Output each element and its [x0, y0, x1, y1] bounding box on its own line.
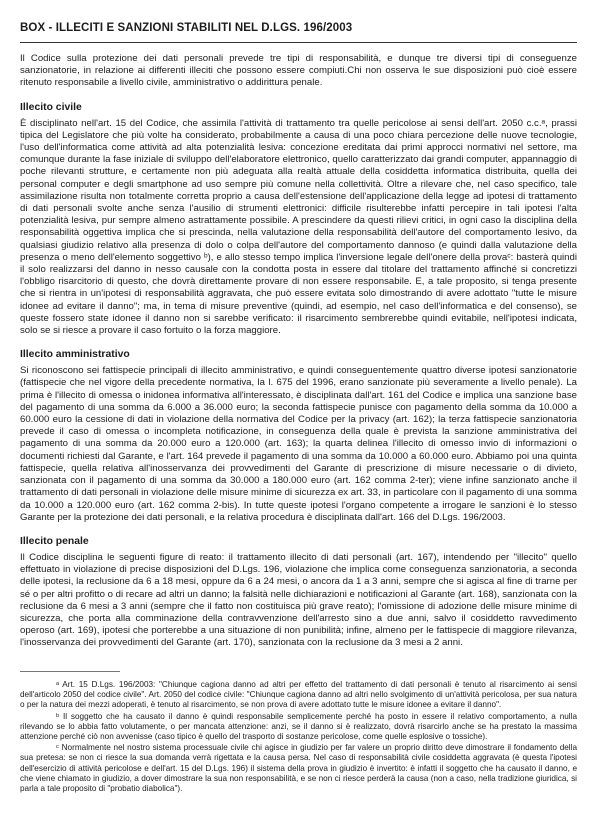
section-amministrativo-heading: Illecito amministrativo: [20, 349, 130, 361]
footnote-a: ᵃ Art. 15 D.Lgs. 196/2003: "Chiunque cagiona danno ad altri per effetto del trattamento di dati personali è tenuto al risarcimento ai sensi dell'articolo 2050 del codice civile". Art. 2050 del codice civile: "Chiunque cagiona danno ad altri nello svolgimento di un'attività pericolosa, per sua natura o per la natura dei mezzi adoperati, è tenuto al risarcimento, se non prova di avere adottato tutte le misure idonee a evitare il danno".: [20, 680, 577, 710]
footnote-b: ᵇ Il soggetto che ha causato il danno è quindi responsabile semplicemente perché ha posto in essere il relativo comportamento, a nulla rilevando se lo abbia fatto volutamente, o per mancata attenzione: anzi, se il danno si è realizzato, dovrà risarcirlo anche se ha prestato la massima attenzione perché ciò non avvenisse (caso tipico è quello del trasporto di sostanze pericolose, come quelle esplosive o tossiche).: [20, 711, 577, 742]
box-title: BOX - ILLECITI E SANZIONI STABILITI NEL D.LGS. 196/2003: [20, 22, 353, 34]
box-page: [20, 20, 577, 650]
section-penale-text: Il Codice disciplina le seguenti figure di reato: il trattamento illecito di dati personali (art. 167), intendendo per "illecito" quello effettuato in violazione di precise disposizioni del D.Lgs. 196, violazione che implica come conseguenza sanzionatoria, a seconda delle ipotesi, la reclusione da 6 a 18 mesi, oppure da 6 a 24 mesi, o ancora da 1 a 3 anni, sempre che si agisca al fine di trarne per sé o per altri profitto o di recare ad altri un danno; la falsità nelle dichiarazioni e notificazioni al Garante (art. 168), sanzionata con la reclusione da 6 mesi a 3 anni (sempre che il fatto non costituisca più grave reato); l'omissione di adozione delle misure minime di sicurezza, che porta alla comminazione della contravvenzione dell'arresto sino a due anni, salvo il cosiddetto ravvedimento operoso (art. 169), ipotesi che porterebbe a una situazione di non punibilità; infine, almeno per le fattispecie di maggiore rilevanza, l'inosservanza dei provvedimenti del Garante (art. 170), sanzionata con la reclusione da 3 mesi a 2 anni.: [20, 551, 577, 649]
footnotes: [20, 680, 577, 795]
section-penale: [20, 535, 577, 650]
intro-paragraph: Il Codice sulla protezione dei dati personali prevede tre tipi di responsabilità, e dunque tre diversi tipi di conseguenze sanzionatorie, in relazione ai differenti illeciti che possono essere compiuti.Chi non osserva le sue disposizioni può cioè essere ritenuto responsabile a livello civile, amministrativo o addirittura penale.: [20, 53, 577, 89]
section-penale-heading: Illecito penale: [20, 535, 89, 547]
section-civile-heading: Illecito civile: [20, 101, 82, 113]
title-rule: [20, 42, 577, 43]
section-civile: [20, 101, 577, 338]
section-civile-text: È disciplinato nell'art. 15 del Codice, che assimila l'attività di trattamento tra quelle pericolose ai sensi dell'art. 2050 c.c.ᵃ, prassi tipica del Legislatore che più volte ha considerato, probabilmente a causa di una poco chiara percezione delle nuove tecnologie, l'uso dell'informatica come attività ad alta potenzialità lesiva: concezione ereditata dai primi approcci normativi nel settore, ma comunque durante la fase iniziale di sviluppo dell'elaboratore elettronico, quello caratterizzato dai grandi computer, appannaggio di poche rilevanti strutture, e certamente non più adeguata alla realtà attuale della cosiddetta informatica distribuita, quella dei personal computer e degli smartphone ad uso sempre più comune nella collettività. Oltre a rilevare che, nel caso specifico, tale assimilazione risulta non totalmente corretta proprio a causa dell'estensione dell'applicazione della legge ad ipotesi di trattamento di dati personali svolte anche senza l'ausilio di strumenti elettronici: difficile risulterebbe infatti percepire in tali ipotesi l'alta potenzialità lesiva, pur sempre almeno astrattamente possibile. A prescindere da questi rilievi critici, in ogni caso la disciplina della responsabilità oggettiva implica che si prescinda, nella valutazione della responsabilità dell'autore del comportamento lesivo, da qualsiasi giudizio relativo alla presenza di dolo o colpa dell'autore del comportamento dannoso (e quindi dalla valutazione della presenza o meno dell'elemento soggettivo ᵇ), e allo stesso tempo implica l'inversione legale dell'onere della provaᶜ: basterà quindi il solo realizzarsi del danno in nesso causale con la condotta posta in essere dal titolare del trattamento affinché si concretizzi l'obbligo risarcitorio di questo, che dovrà direttamente provare di non essere responsabile. E, a tale proposito, si tenga presente che si rientra in un'ipotesi di responsabilità aggravata, che può essere evitata solo dimostrando di avere adottato "tutte le misure idonee ad evitare il danno"; ma, in tema di misure preventive (quindi, ad esempio, nel caso dell'informatica e del consenso), se queste fossero state idonee il danno non si sarebbe verificato: il risarcimento sembrerebbe quindi evitabile, nell'ipotesi indicata, solo se si riesce a provare il caso fortuito o la forza maggiore.: [20, 117, 577, 337]
footnote-c: ᶜ Normalmente nel nostro sistema processuale civile chi agisce in giudizio per far valere un proprio diritto deve dimostrare il fondamento della sua pretesa: se non ci riesce la sua domanda verrà rigettata e la causa persa. Nel caso di responsabilità civile cosiddetta aggravata (è questa l'ipotesi dell'esercizio di attività pericolose e dell'art. 15 del D.Lgs. 196) il sistema della prova in giudizio è invertito: è infatti il soggetto che ha causato il danno, e che viene chiamato in giudizio, a dover dimostrare la sua non responsabilità, e se non ci riesce perderà la causa (non a caso, nella tradizione giuridica, si parla a tale proposito di "probatio diabolica").: [20, 743, 577, 794]
section-amministrativo-text: Si riconoscono sei fattispecie principali di illecito amministrativo, e quindi conseguentemente quattro diverse ipotesi sanzionatorie (fattispecie che nel vigore della precedente normativa, la l. 675 del 1996, erano sanzionate più severamente a livello penale). La prima è l'illecito di omessa o inidonea informativa all'interessato, è disciplinata dall'art. 161 del Codice e implica una sanzione base del pagamento di una somma da 6.000 a 36.000 euro; la seconda fattispecie punisce con pagamento della somma da 10.000 a 60.000 euro la cessione di dati in violazione della normativa del Codice per la privacy (art. 162); la terza fattispecie sanzionatoria prevede il caso di omessa o incompleta notificazione, in conseguenza della quale è prevista la sanzione amministrativa del pagamento di una somma da 20.000 euro a 120.000 (art. 163); la quarta delinea l'illecito di omesso invio di informazioni o documenti richiesti dal Garante, e l'art. 164 prevede il pagamento di una somma da 10.000 a 60.000 euro. Abbiamo poi una quinta fattispecie, quella relativa all'inosservanza dei provvedimenti del Garante di prescrizione di misure necessarie o di divieto, sanzionata con il pagamento di una somma da 30.000 a 180.000 euro (art. 162 comma 2-ter); viene infine sanzionato anche il trattamento di dati personali in violazione delle misure minime di sicurezza ex art. 33, in particolare con il pagamento di una somma da 10.000 a 120.000 euro (art. 162 comma 2-bis). In tutte queste ipotesi l'organo competente a irrogare le sanzioni è lo stesso Garante per la protezione dei dati personali, e la relativa procedura è disciplinata dall'art. 166 del D.Lgs. 196/2003.: [20, 365, 577, 523]
footnote-separator: [20, 671, 120, 672]
section-amministrativo: [20, 348, 577, 524]
